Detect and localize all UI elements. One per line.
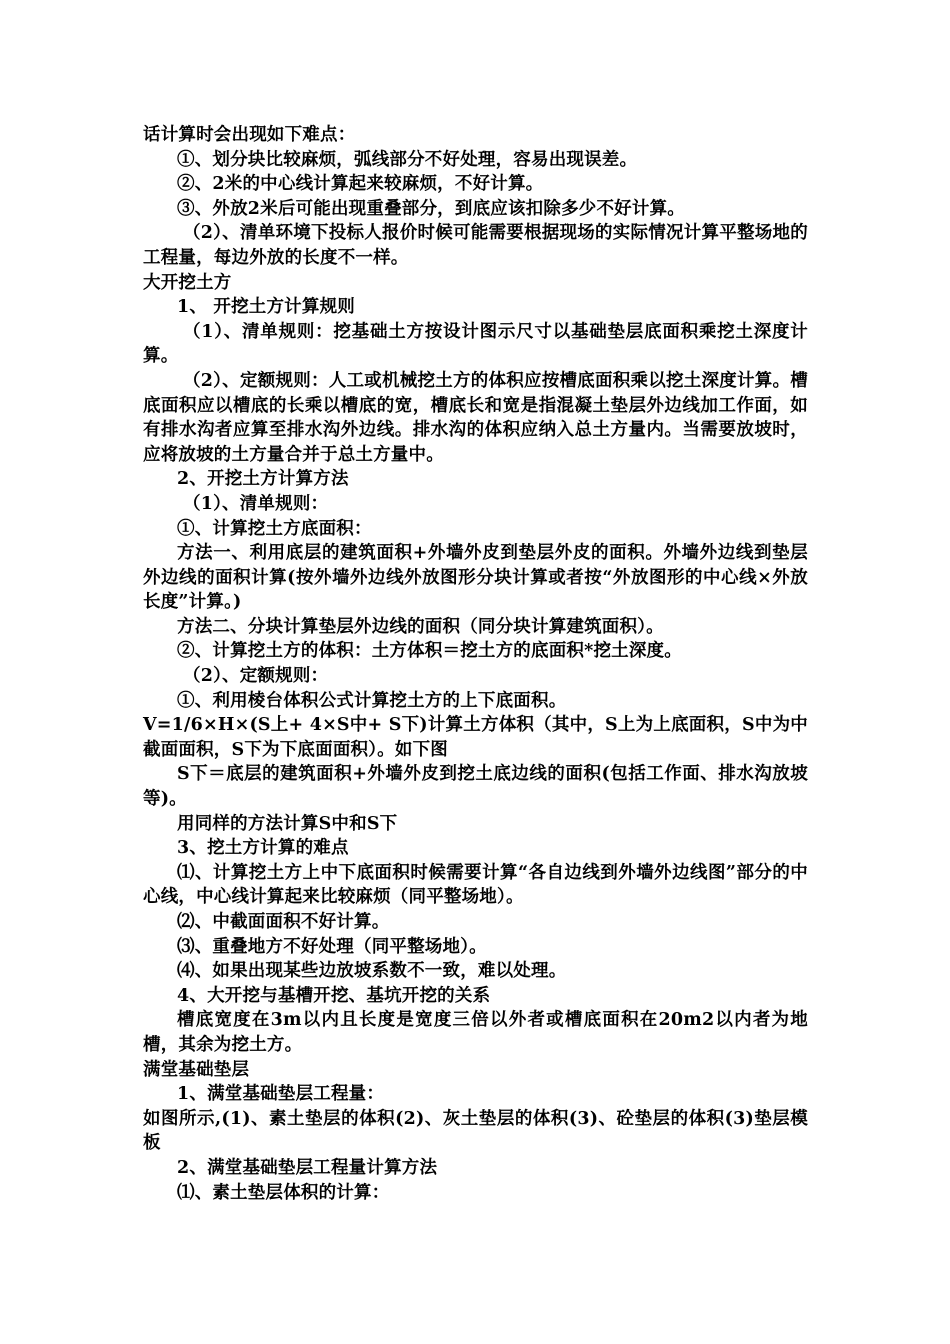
subsection-heading: 1、 开挖土方计算规则	[177, 297, 355, 318]
paragraph: （1）、清单规则：挖基础土方按设计图示尺寸以基础垫层底面积乘挖土深度计算。	[143, 321, 808, 367]
text-line: （1）、清单规则：	[183, 493, 329, 514]
subsection-heading: 1、满堂基础垫层工程量：	[177, 1084, 385, 1105]
text-line: ⑷、如果出现某些边放坡系数不一致，难以处理。	[177, 961, 567, 982]
text-line: （2）、定额规则：	[183, 666, 329, 687]
subsection-heading: 4、大开挖与基槽开挖、基坑开挖的关系	[177, 985, 491, 1006]
text-line: ⑵、中截面面积不好计算。	[177, 912, 390, 932]
text-line: 方法二、分块计算垫层外边线的面积（同分块计算建筑面积）。	[177, 616, 664, 637]
document-page	[143, 123, 808, 1205]
text-line: ①、计算挖土方底面积：	[177, 518, 372, 539]
paragraph: S下＝底层的建筑面积+外墙外皮到挖土底边线的面积(包括工作面、排水沟放坡等)。	[143, 764, 808, 810]
subsection-heading: 2、开挖土方计算方法	[177, 469, 349, 490]
subsection-heading: 2、满堂基础垫层工程量计算方法	[177, 1157, 438, 1178]
paragraph: （2）、定额规则：人工或机械挖土方的体积应按槽底面积乘以挖土深度计算。槽底面积应以槽底的长乘以槽底的宽，槽底长和宽是指混凝土垫层外边线加工作面，如有排水沟者应算至排水沟外边线。排水沟的体积应纳入总土方量内。当需要放坡时，应将放坡的土方量合并于总土方量中。	[143, 370, 808, 465]
text-line: ②、计算挖土方的体积：土方体积＝挖土方的底面积*挖土深度。	[177, 641, 682, 662]
subsection-heading: 3、挖土方计算的难点	[177, 838, 349, 859]
paragraph: 方法一、利用底层的建筑面积+外墙外皮到垫层外皮的面积。外墙外边线到垫层外边线的面积计算(按外墙外边线外放图形分块计算或者按“外放图形的中心线×外放长度”计算。)	[143, 543, 808, 613]
paragraph: 如图所示,(1)、素土垫层的体积(2)、灰土垫层的体积(3)、砼垫层的体积(3)垫层模板	[143, 1108, 808, 1154]
paragraph: ⑴、计算挖土方上中下底面积时候需要计算“各自边线到外墙外边线图”部分的中心线，中心线计算起来比较麻烦（同平整场地）。	[143, 862, 808, 908]
paragraph: （2）、清单环境下投标人报价时候可能需要根据现场的实际情况计算平整场地的工程量，每边外放的长度不一样。	[143, 223, 808, 268]
text-line: 用同样的方法计算S中和S下	[177, 813, 398, 834]
paragraph: 槽底宽度在3m以内且长度是宽度三倍以外者或槽底面积在20m2以内者为地槽，其余为挖土方。	[143, 1010, 808, 1055]
text-line: ⑴、素土垫层体积的计算：	[177, 1182, 390, 1203]
formula-paragraph: V=1/6×H×(S上+ 4×S中+ S下)计算土方体积（其中，S上为上底面积，S中为中截面面积，S下为下底面面积）。如下图	[143, 715, 808, 760]
section-heading: 满堂基础垫层	[143, 1059, 250, 1080]
text-line: ⑶、重叠地方不好处理（同平整场地）。	[177, 936, 487, 957]
text-line: ①、利用棱台体积公式计算挖土方的上下底面积。	[177, 690, 567, 711]
text-line: ①、划分块比较麻烦，弧线部分不好处理，容易出现误差。	[177, 149, 638, 170]
text-line: 话计算时会出现如下难点：	[143, 125, 356, 145]
text-line: ③、外放2米后可能出现重叠部分，到底应该扣除多少不好计算。	[177, 198, 685, 219]
section-heading: 大开挖土方	[143, 272, 232, 293]
text-line: ②、2米的中心线计算起来较麻烦，不好计算。	[177, 174, 544, 195]
